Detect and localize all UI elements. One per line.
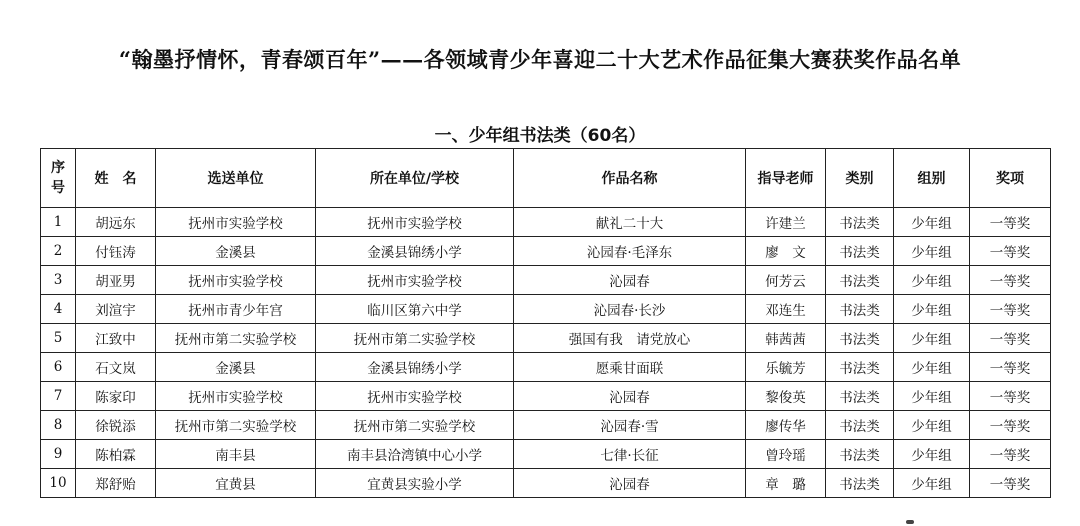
cell-name: 陈家印 <box>76 382 156 411</box>
cell-seq: 4 <box>41 295 76 324</box>
cell-category: 书法类 <box>826 353 894 382</box>
cell-category: 书法类 <box>826 237 894 266</box>
cell-name: 江致中 <box>76 324 156 353</box>
cell-name: 徐锐添 <box>76 411 156 440</box>
cell-school: 抚州市第二实验学校 <box>316 324 514 353</box>
cell-seq: 1 <box>41 208 76 237</box>
cell-award: 一等奖 <box>970 411 1051 440</box>
cell-group: 少年组 <box>894 469 970 498</box>
cell-award: 一等奖 <box>970 353 1051 382</box>
cell-work: 强国有我 请党放心 <box>514 324 746 353</box>
cell-seq: 7 <box>41 382 76 411</box>
cell-category: 书法类 <box>826 324 894 353</box>
cell-seq: 2 <box>41 237 76 266</box>
cell-work: 献礼二十大 <box>514 208 746 237</box>
cell-teacher: 许建兰 <box>746 208 826 237</box>
cell-category: 书法类 <box>826 382 894 411</box>
award-table <box>40 148 1051 498</box>
cell-award: 一等奖 <box>970 295 1051 324</box>
table-row <box>41 411 1051 440</box>
cell-school: 抚州市实验学校 <box>316 382 514 411</box>
cell-submitting-unit: 南丰县 <box>156 440 316 469</box>
header-name: 姓 名 <box>76 149 156 208</box>
cell-award: 一等奖 <box>970 266 1051 295</box>
cell-work: 沁园春 <box>514 266 746 295</box>
table-row <box>41 324 1051 353</box>
header-category: 类别 <box>826 149 894 208</box>
table-row <box>41 295 1051 324</box>
cell-seq: 8 <box>41 411 76 440</box>
cell-teacher: 何芳云 <box>746 266 826 295</box>
cell-submitting-unit: 抚州市第二实验学校 <box>156 411 316 440</box>
cell-submitting-unit: 抚州市第二实验学校 <box>156 324 316 353</box>
cell-school: 金溪县锦绣小学 <box>316 237 514 266</box>
cell-name: 刘渲宇 <box>76 295 156 324</box>
cell-work: 沁园春·长沙 <box>514 295 746 324</box>
cell-group: 少年组 <box>894 411 970 440</box>
cell-name: 郑舒贻 <box>76 469 156 498</box>
cell-group: 少年组 <box>894 295 970 324</box>
header-seq <box>41 149 76 208</box>
cell-school: 抚州市实验学校 <box>316 208 514 237</box>
cell-name: 陈柏霖 <box>76 440 156 469</box>
cell-group: 少年组 <box>894 440 970 469</box>
page-title: “翰墨抒情怀，青春颂百年”——各领域青少年喜迎二十大艺术作品征集大赛获奖作品名单 <box>118 47 962 72</box>
cell-work: 沁园春 <box>514 469 746 498</box>
table-row <box>41 266 1051 295</box>
header-submitting-unit: 选送单位 <box>156 149 316 208</box>
cell-group: 少年组 <box>894 353 970 382</box>
cell-school: 抚州市实验学校 <box>316 266 514 295</box>
table-row <box>41 469 1051 498</box>
cell-award: 一等奖 <box>970 440 1051 469</box>
cell-teacher: 曾玲瑶 <box>746 440 826 469</box>
cell-category: 书法类 <box>826 295 894 324</box>
cell-submitting-unit: 抚州市实验学校 <box>156 382 316 411</box>
cell-work: 愿乘甘面联 <box>514 353 746 382</box>
cell-name: 石文岚 <box>76 353 156 382</box>
cell-teacher: 黎俊英 <box>746 382 826 411</box>
cell-seq: 10 <box>41 469 76 498</box>
cell-work: 沁园春 <box>514 382 746 411</box>
cell-school: 南丰县洽湾镇中心小学 <box>316 440 514 469</box>
header-work: 作品名称 <box>514 149 746 208</box>
cell-category: 书法类 <box>826 266 894 295</box>
cell-submitting-unit: 宜黄县 <box>156 469 316 498</box>
cell-teacher: 韩茜茜 <box>746 324 826 353</box>
cell-award: 一等奖 <box>970 324 1051 353</box>
table-row <box>41 208 1051 237</box>
cell-work: 七律·长征 <box>514 440 746 469</box>
cell-group: 少年组 <box>894 237 970 266</box>
table-row <box>41 237 1051 266</box>
cell-submitting-unit: 金溪县 <box>156 237 316 266</box>
cell-work: 沁园春·雪 <box>514 411 746 440</box>
cell-teacher: 章 璐 <box>746 469 826 498</box>
cell-name: 胡远东 <box>76 208 156 237</box>
cell-category: 书法类 <box>826 208 894 237</box>
cell-award: 一等奖 <box>970 469 1051 498</box>
cell-teacher: 廖传华 <box>746 411 826 440</box>
cell-teacher: 邓连生 <box>746 295 826 324</box>
cell-group: 少年组 <box>894 382 970 411</box>
cell-seq: 5 <box>41 324 76 353</box>
cell-seq: 6 <box>41 353 76 382</box>
cell-category: 书法类 <box>826 440 894 469</box>
cell-work: 沁园春·毛泽东 <box>514 237 746 266</box>
cell-seq: 3 <box>41 266 76 295</box>
header-teacher: 指导老师 <box>746 149 826 208</box>
cell-award: 一等奖 <box>970 382 1051 411</box>
header-group: 组别 <box>894 149 970 208</box>
header-seq-line1: 序 <box>51 160 65 176</box>
cell-teacher: 乐毓芳 <box>746 353 826 382</box>
header-award: 奖项 <box>970 149 1051 208</box>
cell-group: 少年组 <box>894 324 970 353</box>
table-row <box>41 440 1051 469</box>
cell-submitting-unit: 抚州市实验学校 <box>156 266 316 295</box>
cell-group: 少年组 <box>894 266 970 295</box>
cell-group: 少年组 <box>894 208 970 237</box>
cell-seq: 9 <box>41 440 76 469</box>
cell-school: 金溪县锦绣小学 <box>316 353 514 382</box>
cell-submitting-unit: 抚州市青少年宫 <box>156 295 316 324</box>
table-header-row <box>41 149 1051 208</box>
cell-category: 书法类 <box>826 469 894 498</box>
cell-award: 一等奖 <box>970 237 1051 266</box>
header-seq-line2: 号 <box>51 180 65 196</box>
cell-submitting-unit: 金溪县 <box>156 353 316 382</box>
cell-name: 付钰涛 <box>76 237 156 266</box>
cell-school: 抚州市第二实验学校 <box>316 411 514 440</box>
cell-name: 胡亚男 <box>76 266 156 295</box>
cell-award: 一等奖 <box>970 208 1051 237</box>
table-row <box>41 382 1051 411</box>
page-mark <box>906 520 914 524</box>
cell-submitting-unit: 抚州市实验学校 <box>156 208 316 237</box>
table-row <box>41 353 1051 382</box>
section-title: 一、少年组书法类（60名） <box>434 126 646 146</box>
header-school: 所在单位/学校 <box>316 149 514 208</box>
cell-school: 临川区第六中学 <box>316 295 514 324</box>
cell-category: 书法类 <box>826 411 894 440</box>
cell-teacher: 廖 文 <box>746 237 826 266</box>
cell-school: 宜黄县实验小学 <box>316 469 514 498</box>
